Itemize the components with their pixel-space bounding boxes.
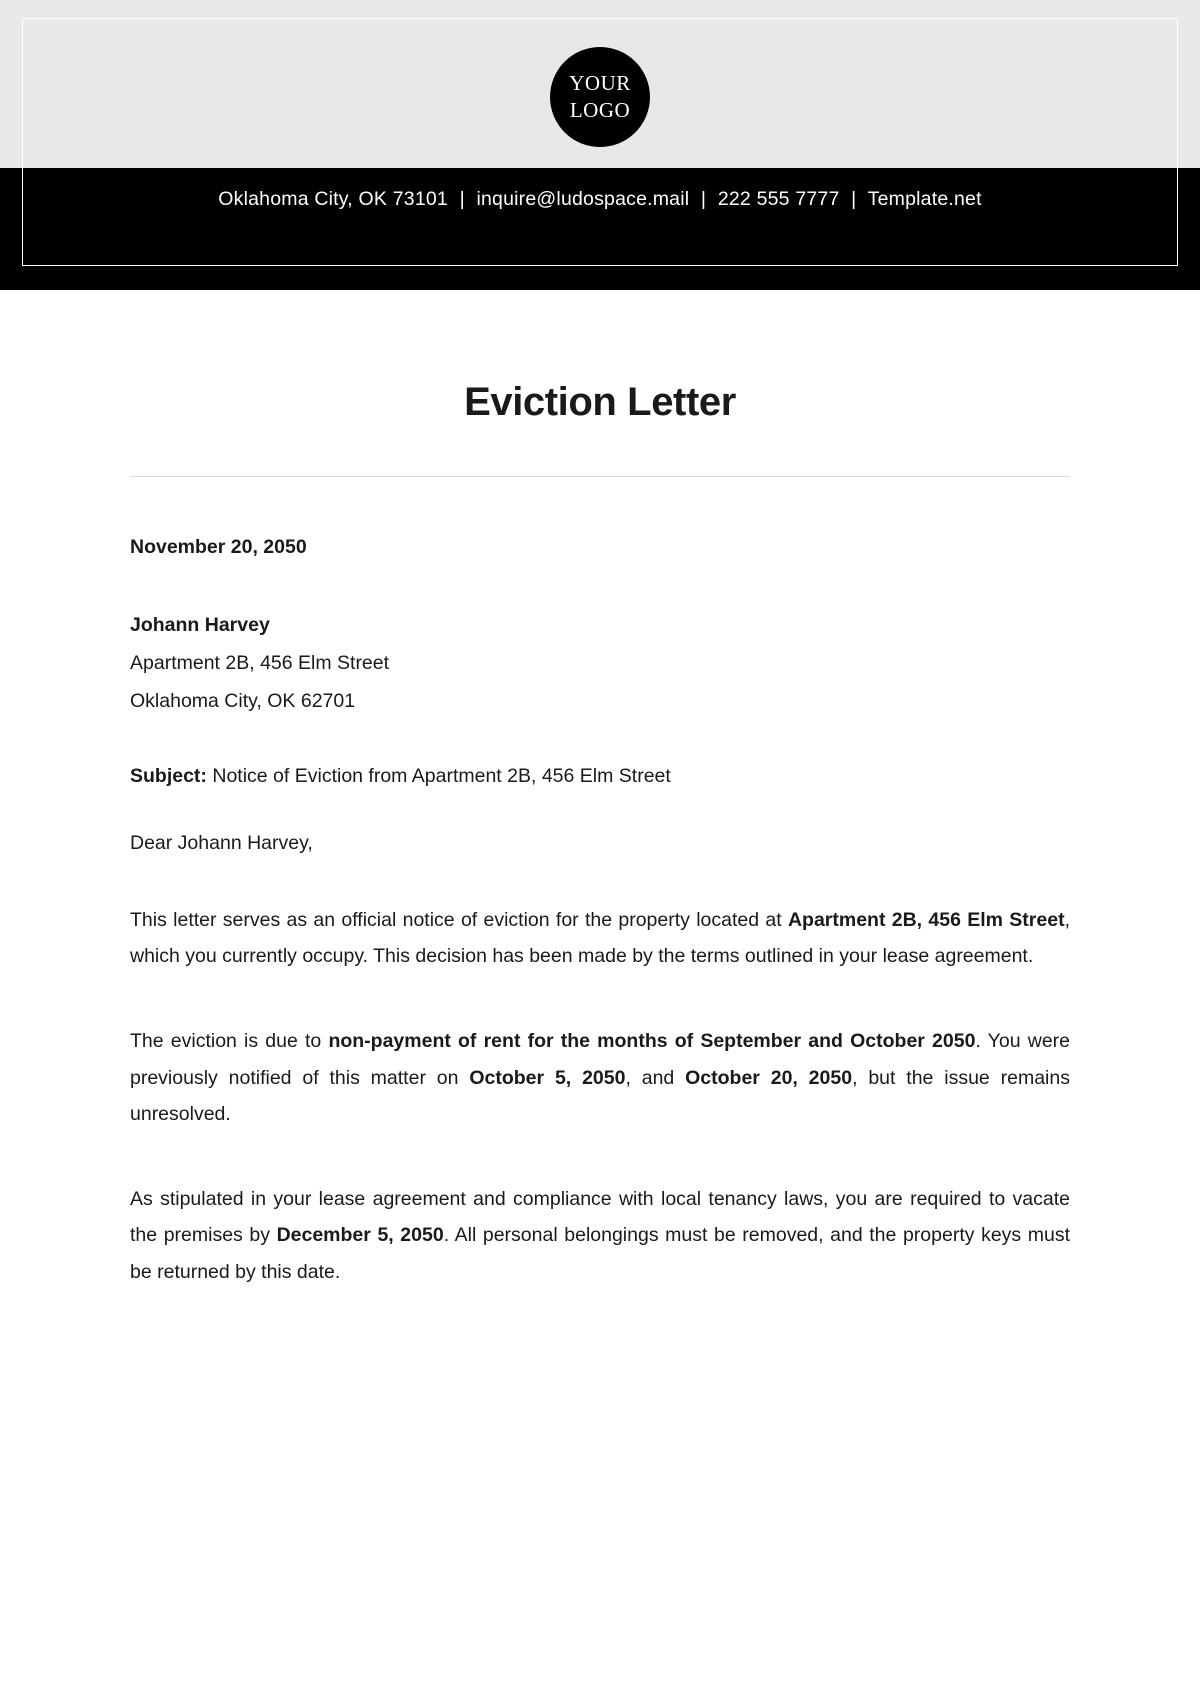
paragraph-1-bold-1: Apartment 2B, 456 Elm Street xyxy=(787,908,1065,931)
letterhead-bottom-band xyxy=(0,168,1200,290)
letter-content xyxy=(130,477,1070,1291)
recipient-block xyxy=(130,606,1070,720)
subject-text: Notice of Eviction from Apartment 2B, 456 Elm Street xyxy=(206,764,671,787)
paragraph-2-part-2: . You were previously notified of this matter on xyxy=(130,1029,1071,1089)
paragraph-1 xyxy=(130,902,1070,975)
recipient-address-line-1: Apartment 2B, 456 Elm Street xyxy=(130,651,390,674)
paragraph-3-part-1: As stipulated in your lease agreement and compliance with local tenancy laws, you are required to vacate the premises by xyxy=(130,1187,1070,1247)
contact-bar xyxy=(0,188,1200,211)
subject-line xyxy=(130,764,1070,787)
paragraph-1-part-2: , which you currently occupy. This decision has been made by the terms outlined in your lease agreement. xyxy=(130,908,1070,968)
paragraph-3 xyxy=(130,1181,1070,1291)
salutation: Dear Johann Harvey, xyxy=(130,832,313,855)
paragraph-3-part-2: . All personal belongings must be removed, and the property keys must be returned by this date. xyxy=(130,1224,1071,1284)
paragraph-2-part-3: , and xyxy=(625,1066,686,1089)
subject-label: Subject: xyxy=(130,764,207,787)
letter-date: November 20, 2050 xyxy=(130,536,307,558)
contact-separator-3: | xyxy=(851,188,857,210)
document-body xyxy=(0,290,1200,1291)
paragraph-2 xyxy=(130,1023,1070,1133)
contact-email[interactable]: inquire@ludospace.mail xyxy=(476,188,690,210)
page-title: Eviction Letter xyxy=(464,380,736,424)
logo-line-2: LOGO xyxy=(569,98,631,122)
paragraph-2-part-4: , but the issue remains unresolved. xyxy=(130,1066,1070,1126)
contact-website[interactable]: Template.net xyxy=(867,188,982,210)
letterhead xyxy=(0,0,1200,290)
paragraph-3-bold-1: December 5, 2050 xyxy=(276,1224,444,1247)
contact-separator-2: | xyxy=(700,188,707,210)
paragraph-2-bold-3: October 20, 2050 xyxy=(685,1066,853,1089)
logo-line-1: YOUR xyxy=(569,70,631,95)
paragraph-1-part-1: This letter serves as an official notice of eviction for the property located at xyxy=(130,908,788,931)
recipient-address-line-2: Oklahoma City, OK 62701 xyxy=(130,689,356,712)
paragraph-2-bold-2: October 5, 2050 xyxy=(469,1066,626,1089)
paragraph-2-part-1: The eviction is due to xyxy=(130,1029,329,1052)
company-logo xyxy=(550,47,650,147)
contact-separator-1: | xyxy=(459,188,465,210)
recipient-name: Johann Harvey xyxy=(130,613,270,636)
paragraph-2-bold-1: non-payment of rent for the months of September and October 2050 xyxy=(328,1029,976,1052)
contact-phone[interactable]: 222 555 7777 xyxy=(717,188,840,210)
contact-address: Oklahoma City, OK 73101 xyxy=(218,188,448,210)
